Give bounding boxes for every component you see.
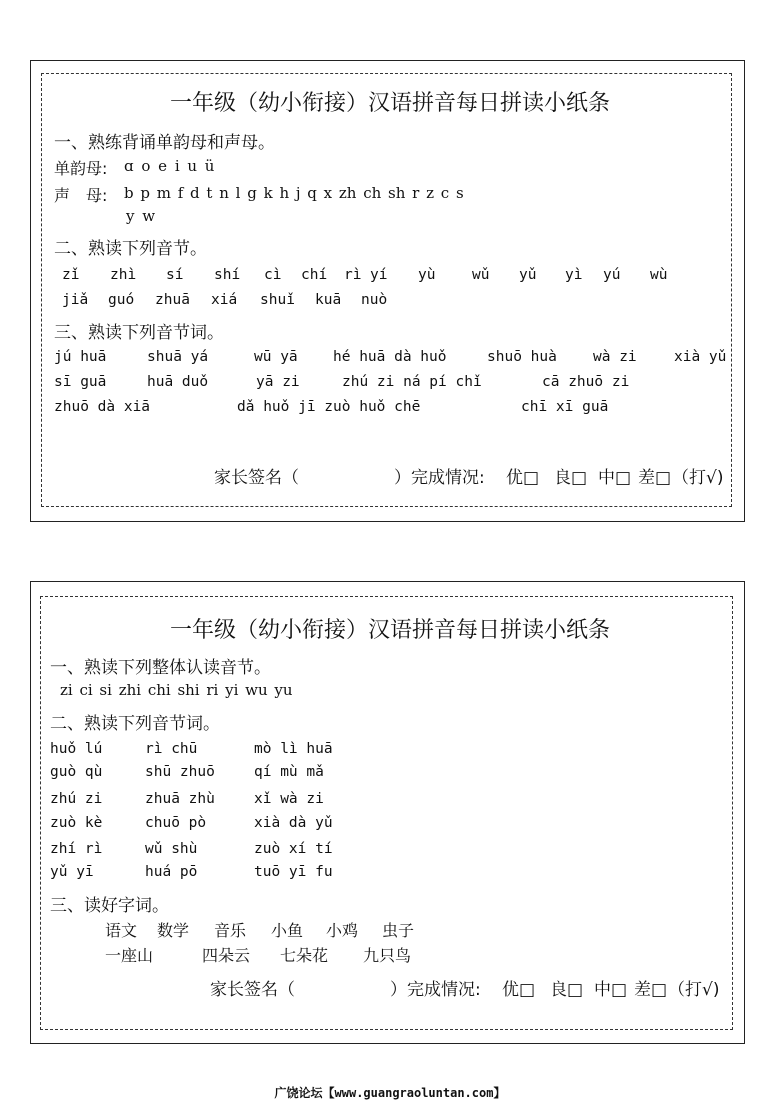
card2-parent-signature-close: ）完成情况: bbox=[390, 980, 481, 1000]
syllable-word: zhuō dà xiā bbox=[54, 399, 151, 415]
syllable-word: xià dà yǔ bbox=[254, 815, 333, 831]
card2-section2-heading: 二、熟读下列音节词。 bbox=[50, 714, 220, 734]
syllable: cì bbox=[264, 267, 282, 283]
syllable-word: xià yǔ bbox=[674, 349, 727, 365]
card2-grade-fine[interactable]: 良□ bbox=[550, 980, 584, 1000]
syllable: zhì bbox=[110, 267, 137, 283]
syllable: yì bbox=[565, 267, 583, 283]
syllable: xiá bbox=[211, 292, 238, 308]
syllable-word: shū zhuō bbox=[145, 764, 215, 780]
syllable: yù bbox=[418, 267, 436, 283]
syllable-word: zhú zi bbox=[50, 791, 103, 807]
vocab-word: 四朵云 bbox=[202, 946, 251, 965]
syllable-word: wǔ shù bbox=[145, 841, 198, 857]
vocab-word: 一座山 bbox=[105, 946, 154, 965]
syllable: shuǐ bbox=[260, 292, 295, 308]
initials-extra: y w bbox=[126, 207, 156, 225]
card2-grade-mid[interactable]: 中□ bbox=[594, 980, 628, 1000]
card2-title: 一年级（幼小衔接）汉语拼音每日拼读小纸条 bbox=[169, 618, 610, 643]
card2-grade-note: （打√) bbox=[668, 980, 720, 1000]
syllable-word: wà zi bbox=[593, 349, 637, 365]
card2-section1-heading: 一、熟读下列整体认读音节。 bbox=[50, 658, 271, 678]
card2-grade-good[interactable]: 优□ bbox=[502, 980, 536, 1000]
syllable-word: huǒ lú bbox=[50, 741, 103, 757]
syllable-word: wū yā bbox=[254, 349, 298, 365]
syllable-word: qí mù mǎ bbox=[254, 764, 324, 780]
syllable: zhuā bbox=[155, 292, 190, 308]
syllable: wǔ bbox=[472, 267, 490, 283]
syllable-word: rì chū bbox=[145, 741, 198, 757]
syllable-word: zuò xí tí bbox=[254, 841, 333, 857]
footer-source: 广饶论坛【www.guangraoluntan.com】 bbox=[274, 1086, 506, 1100]
vocab-word: 语文 bbox=[105, 921, 138, 940]
syllable-word: zhí rì bbox=[50, 841, 103, 857]
syllable-word: cā zhuō zi bbox=[542, 374, 630, 390]
syllable: yí bbox=[370, 267, 388, 283]
card1-grade-poor[interactable]: 差□ bbox=[638, 468, 672, 488]
syllable: yú bbox=[603, 267, 621, 283]
syllable-word: shuā yá bbox=[147, 349, 209, 365]
card1-section1-heading: 一、熟练背诵单韵母和声母。 bbox=[54, 133, 275, 153]
card1-grade-fine[interactable]: 良□ bbox=[554, 468, 588, 488]
card1-title: 一年级（幼小衔接）汉语拼音每日拼读小纸条 bbox=[169, 91, 610, 116]
whole-syllables: zi ci si zhi chi shi ri yi wu yu bbox=[60, 681, 293, 699]
syllable-word: guò qù bbox=[50, 764, 103, 780]
vocab-word: 九只鸟 bbox=[363, 946, 412, 965]
syllable: jiǎ bbox=[62, 292, 89, 308]
vocab-word: 小鱼 bbox=[271, 921, 304, 940]
syllable: wù bbox=[650, 267, 668, 283]
card1-parent-signature-label: 家长签名（ bbox=[214, 468, 299, 488]
card2-section3-heading: 三、读好字词。 bbox=[50, 896, 169, 916]
syllable: rì bbox=[344, 267, 362, 283]
finals-list: ɑ o e i u ü bbox=[124, 157, 215, 175]
syllable-word: jú huā bbox=[54, 349, 107, 365]
syllable-word: xǐ wà zi bbox=[254, 791, 324, 807]
syllable-word: huā duǒ bbox=[147, 374, 209, 390]
card1-section2-heading: 二、熟读下列音节。 bbox=[54, 239, 207, 259]
card2-grade-poor[interactable]: 差□ bbox=[634, 980, 668, 1000]
syllable: kuā bbox=[315, 292, 342, 308]
syllable: nuò bbox=[361, 292, 388, 308]
syllable-word: chuō pò bbox=[145, 815, 207, 831]
finals-label: 单韵母: bbox=[54, 159, 108, 178]
syllable-word: mò lì huā bbox=[254, 741, 333, 757]
initials-list: b p m f d t n l g k h j q x zh ch sh r z c s bbox=[124, 184, 464, 202]
card1-grade-good[interactable]: 优□ bbox=[506, 468, 540, 488]
syllable-word: shuō huà bbox=[487, 349, 557, 365]
syllable-word: dǎ huǒ jī zuò huǒ chē bbox=[237, 399, 421, 415]
syllable-word: hé huā dà huǒ bbox=[333, 349, 447, 365]
syllable: shí bbox=[214, 267, 241, 283]
vocab-word: 小鸡 bbox=[326, 921, 359, 940]
syllable: zǐ bbox=[62, 267, 80, 283]
card1-grade-mid[interactable]: 中□ bbox=[598, 468, 632, 488]
syllable: yǔ bbox=[519, 267, 537, 283]
card1-section3-heading: 三、熟读下列音节词。 bbox=[54, 323, 224, 343]
syllable-word: tuō yī fu bbox=[254, 864, 333, 880]
syllable-word: huá pō bbox=[145, 864, 198, 880]
syllable-word: yǔ yī bbox=[50, 864, 94, 880]
initials-label: 声 母: bbox=[54, 186, 108, 205]
syllable: chí bbox=[301, 267, 328, 283]
syllable-word: zhuā zhù bbox=[145, 791, 215, 807]
card2-parent-signature-label: 家长签名（ bbox=[210, 980, 295, 1000]
syllable-word: zuò kè bbox=[50, 815, 103, 831]
card1-grade-note: （打√) bbox=[672, 468, 724, 488]
syllable-word: zhú zi ná pí chǐ bbox=[342, 374, 482, 390]
syllable-word: sī guā bbox=[54, 374, 107, 390]
card1-parent-signature-close: ）完成情况: bbox=[394, 468, 485, 488]
syllable-word: chī xī guā bbox=[521, 399, 609, 415]
vocab-word: 数学 bbox=[157, 921, 190, 940]
syllable-word: yā zi bbox=[256, 374, 300, 390]
syllable: guó bbox=[108, 292, 135, 308]
vocab-word: 虫子 bbox=[382, 921, 415, 940]
vocab-word: 七朵花 bbox=[280, 946, 329, 965]
syllable: sí bbox=[166, 267, 184, 283]
vocab-word: 音乐 bbox=[214, 921, 247, 940]
